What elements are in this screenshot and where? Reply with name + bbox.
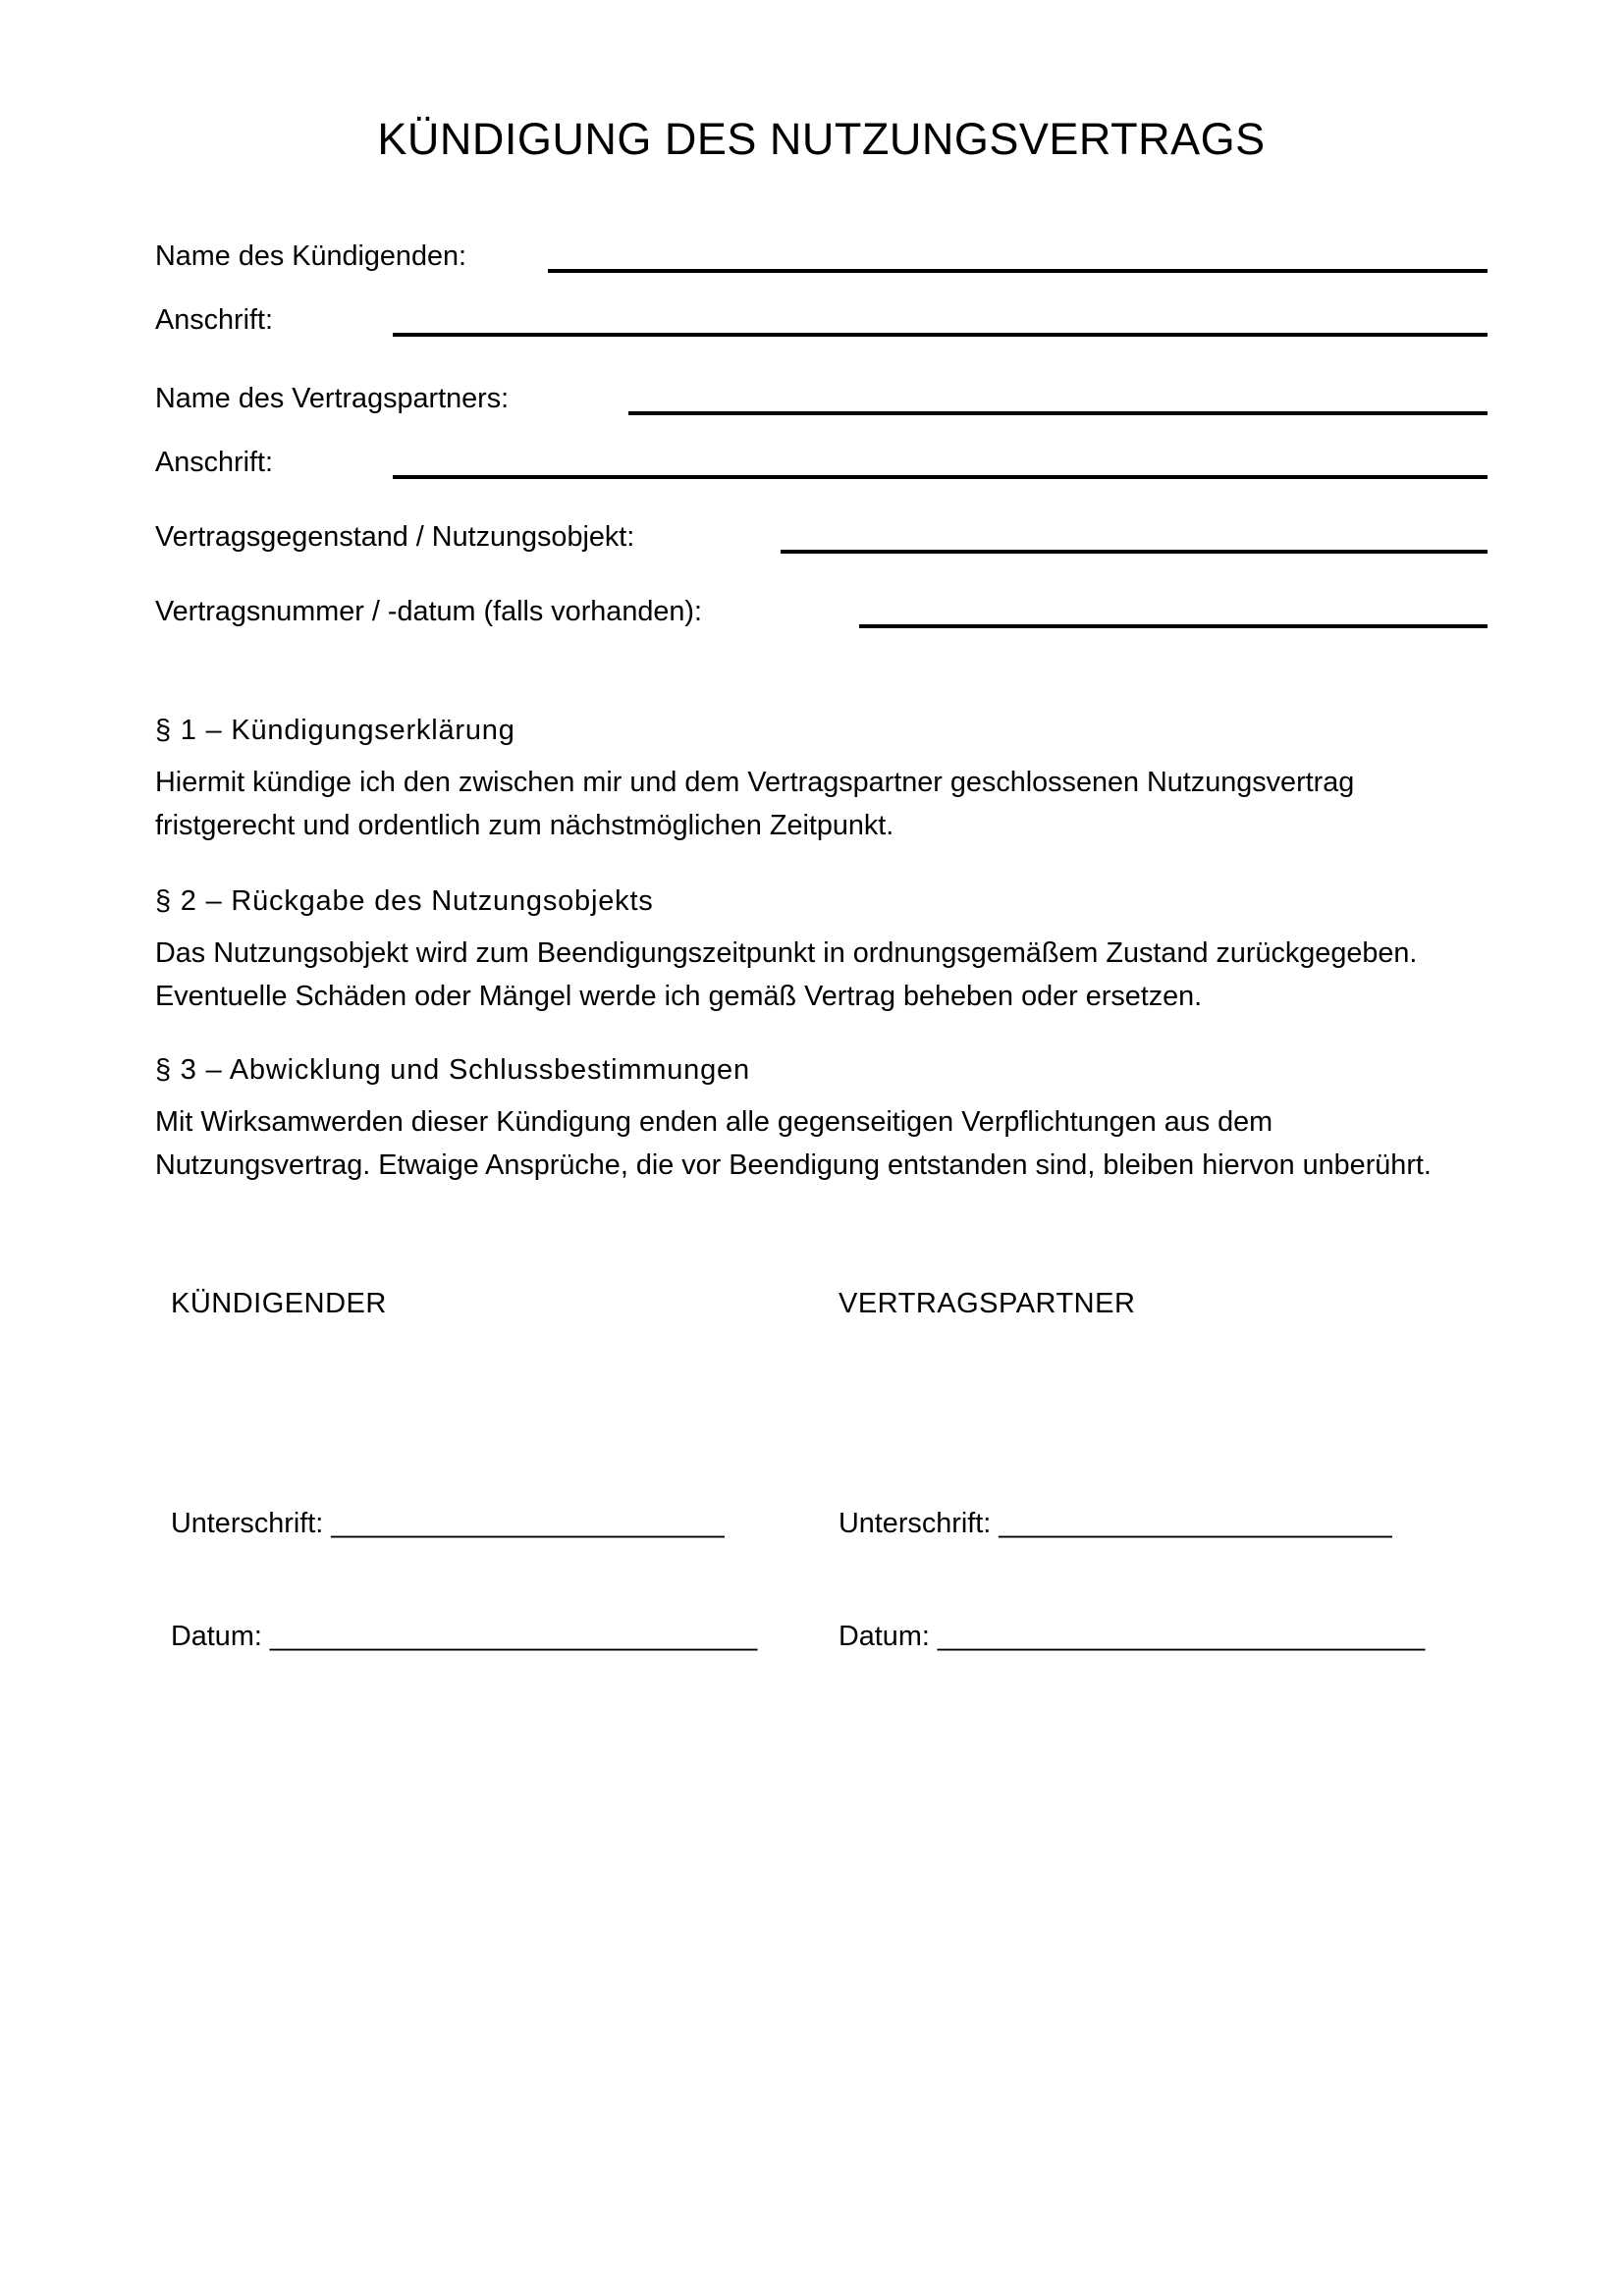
kuendigender-unterschrift-label: Unterschrift: <box>171 1508 324 1539</box>
section-3-body: Mit Wirksamwerden dieser Kündigung enden alle gegenseitigen Verpflichtungen aus dem Nutzungsvertrag. Etwaige Ansprüche, die vor Beendigung entstanden sind, bleiben hiervon unberührt. <box>155 1106 1432 1181</box>
vertragspartner-anschrift-label: Anschrift: <box>155 447 274 478</box>
kuendigender-anschrift-input-line[interactable] <box>393 333 1488 337</box>
kuendigender-unterschrift-blank-line[interactable]: _________________________ <box>331 1508 725 1539</box>
signature-party-kuendigender: KÜNDIGENDER <box>171 1288 387 1319</box>
document-title: KÜNDIGUNG DES NUTZUNGSVERTRAGS <box>377 114 1266 164</box>
field-row-vertragspartner-name <box>155 382 1488 419</box>
vertragsgegenstand-input-line[interactable] <box>781 550 1488 554</box>
section-abwicklung <box>155 1052 1490 1187</box>
kuendigender-anschrift-label: Anschrift: <box>155 304 274 336</box>
field-row-kuendigender-anschrift <box>155 303 1488 341</box>
kuendigender-unterschrift-field <box>171 1506 725 1541</box>
vertragsnummer-label: Vertragsnummer / -datum (falls vorhanden): <box>155 596 702 627</box>
section-rueckgabe <box>155 883 1490 1018</box>
field-row-vertragsnummer <box>155 595 1488 632</box>
kuendigender-name-input-line[interactable] <box>548 269 1488 273</box>
kuendigender-name-label: Name des Kündigenden: <box>155 240 466 272</box>
vertragsgegenstand-label: Vertragsgegenstand / Nutzungsobjekt: <box>155 521 635 553</box>
vertragspartner-anschrift-input-line[interactable] <box>393 475 1488 479</box>
vertragspartner-datum-blank-line[interactable]: _______________________________ <box>937 1621 1426 1652</box>
kuendigender-datum-label: Datum: <box>171 1621 262 1652</box>
section-3-heading: § 3 – Abwicklung und Schlussbestimmungen <box>155 1054 750 1086</box>
document-content <box>155 0 1488 2296</box>
signature-party-vertragspartner: VERTRAGSPARTNER <box>839 1288 1136 1319</box>
vertragspartner-datum-field <box>839 1619 1425 1654</box>
vertragspartner-unterschrift-label: Unterschrift: <box>839 1508 992 1539</box>
signature-line-row <box>155 1506 1488 1547</box>
vertragspartner-name-input-line[interactable] <box>628 411 1488 415</box>
vertragspartner-unterschrift-field <box>839 1506 1392 1541</box>
section-2-body: Das Nutzungsobjekt wird zum Beendigungszeitpunkt in ordnungsgemäßem Zustand zurückgegeben. Eventuelle Schäden oder Mängel werde ich gemäß Vertrag beheben oder ersetzen. <box>155 937 1418 1012</box>
vertragspartner-unterschrift-blank-line[interactable]: _________________________ <box>999 1508 1392 1539</box>
field-row-kuendigender-name <box>155 240 1488 277</box>
vertragspartner-name-label: Name des Vertragspartners: <box>155 383 510 414</box>
section-1-body: Hiermit kündige ich den zwischen mir und dem Vertragspartner geschlossenen Nutzungsvertrag fristgerecht und ordentlich zum nächstmöglichen Zeitpunkt. <box>155 767 1355 841</box>
section-kuendigungserklaerung <box>155 713 1490 847</box>
kuendigender-datum-blank-line[interactable]: _______________________________ <box>269 1621 758 1652</box>
section-1-heading: § 1 – Kündigungserklärung <box>155 715 515 746</box>
section-2-heading: § 2 – Rückgabe des Nutzungsobjekts <box>155 885 654 917</box>
kuendigender-datum-field <box>171 1619 757 1654</box>
signature-header-row <box>155 1286 1488 1327</box>
date-line-row <box>155 1619 1488 1660</box>
vertragsnummer-input-line[interactable] <box>859 624 1488 628</box>
vertragspartner-datum-label: Datum: <box>839 1621 930 1652</box>
field-row-vertragspartner-anschrift <box>155 446 1488 483</box>
field-row-vertragsgegenstand <box>155 520 1488 558</box>
